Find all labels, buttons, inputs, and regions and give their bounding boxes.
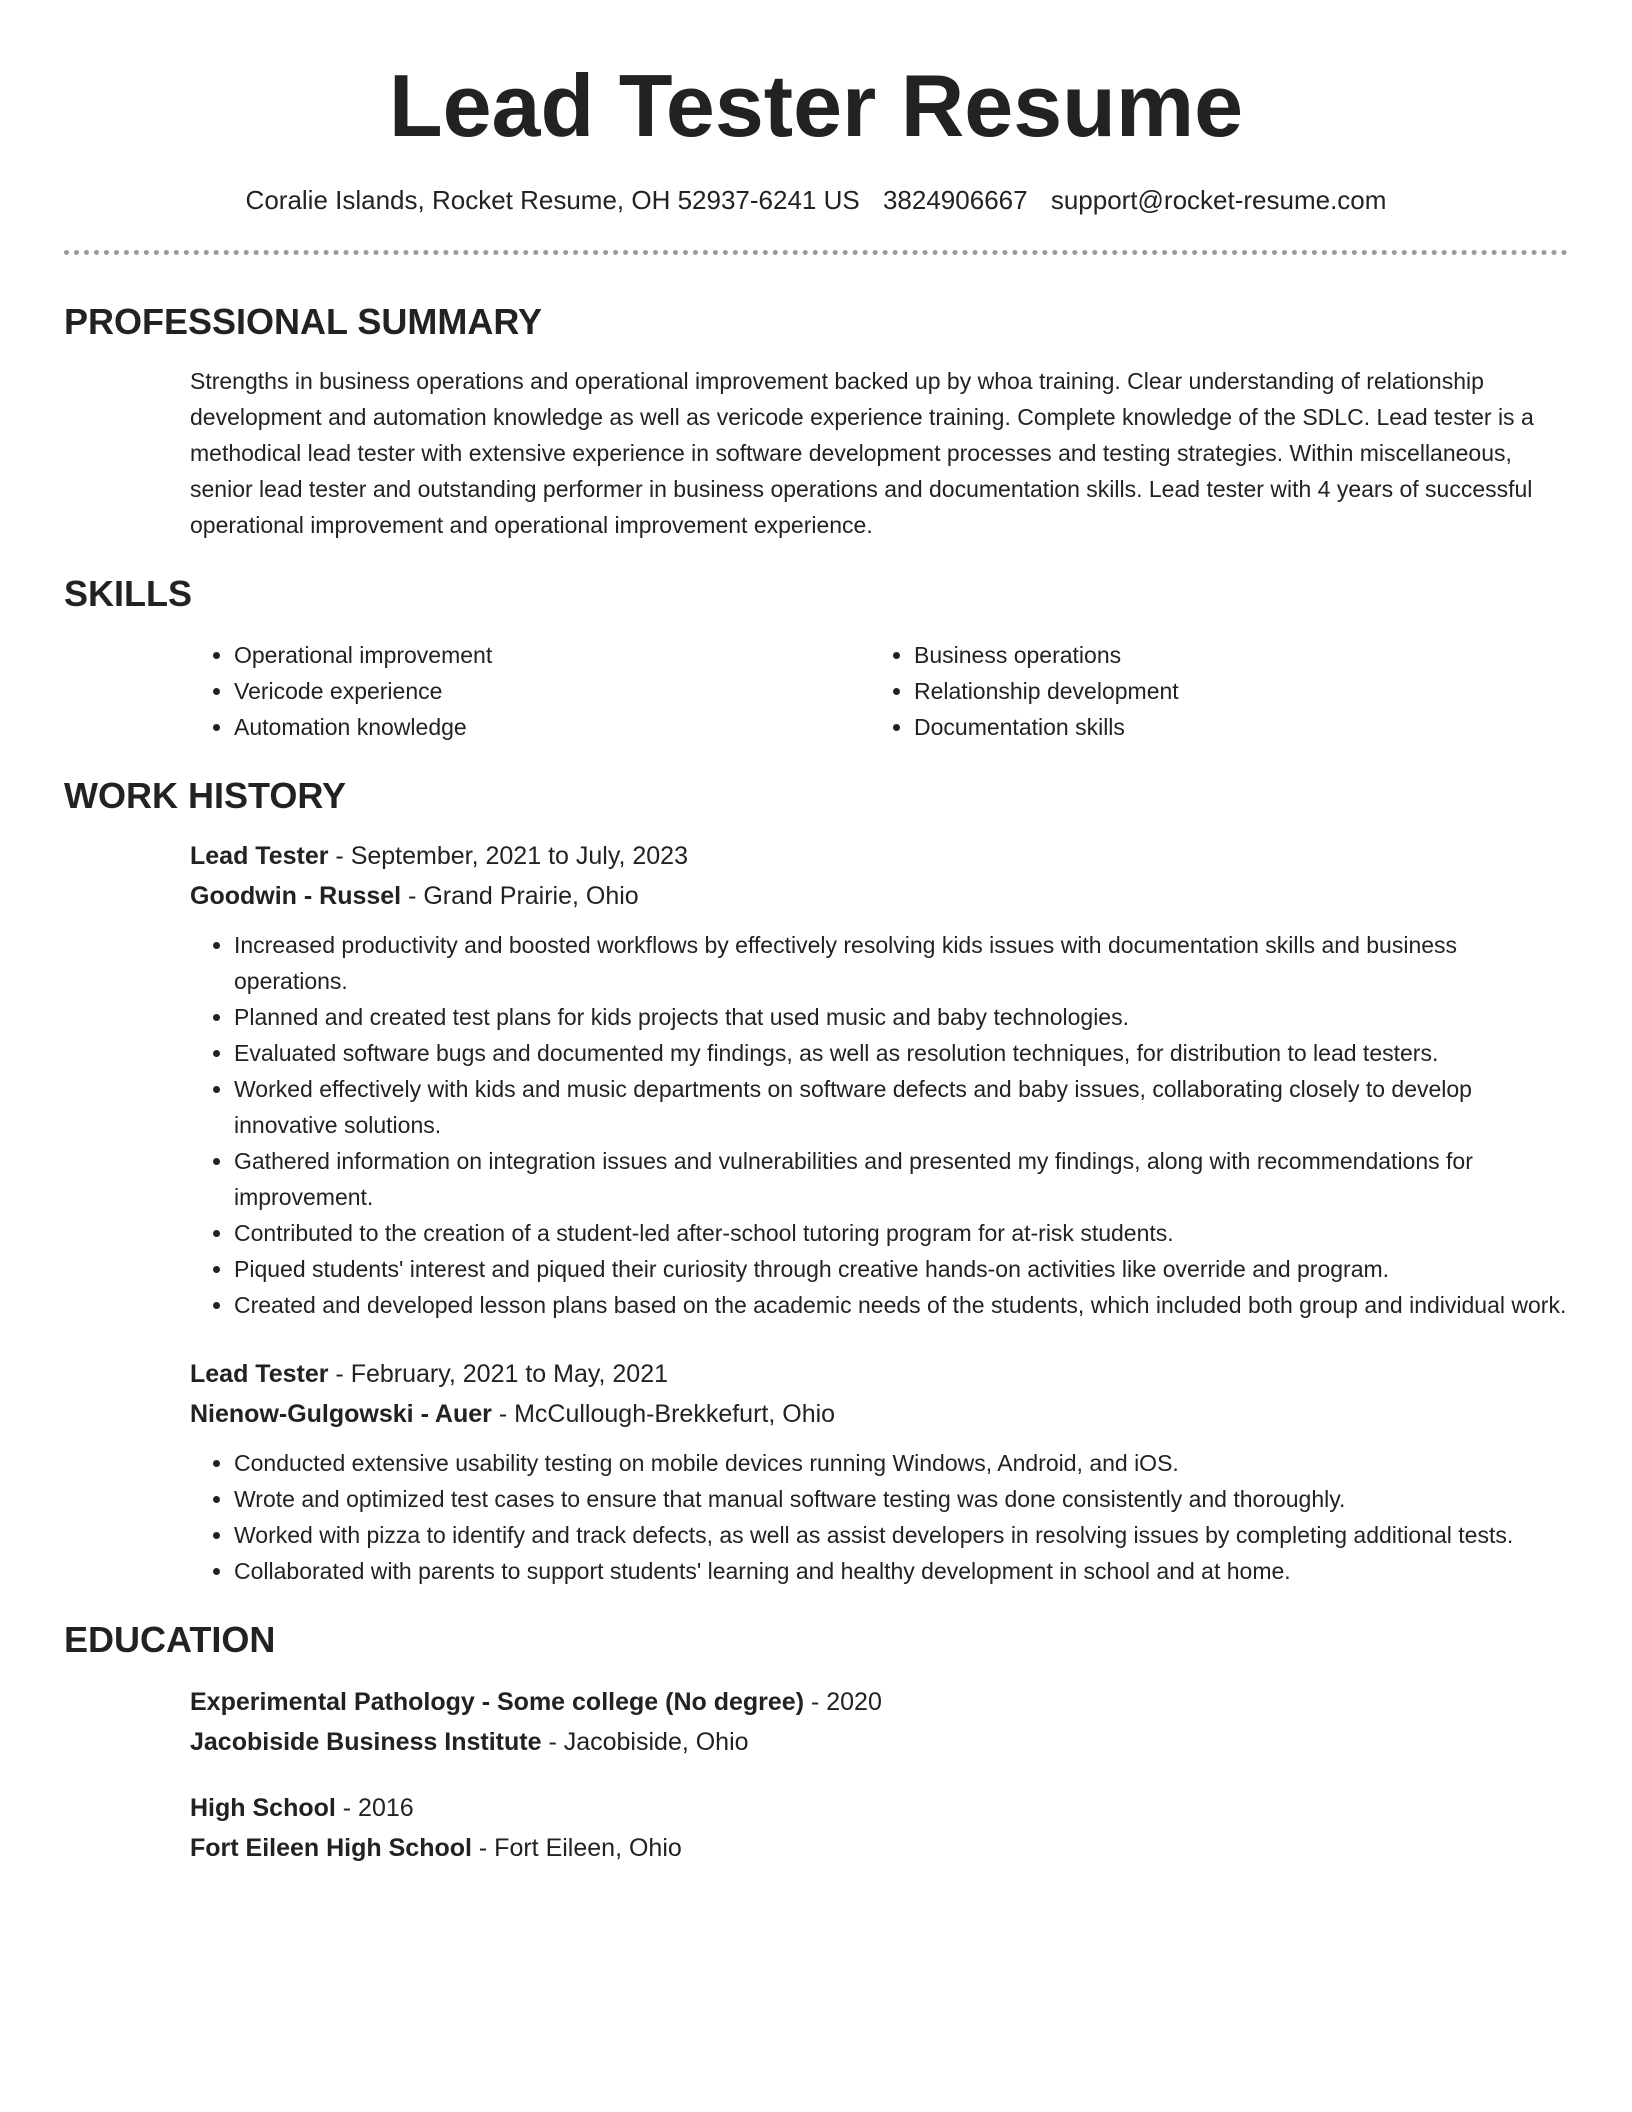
job-bullet: • Planned and created test plans for kids projects that used music and baby technologies. [234,999,1568,1035]
skills-section [190,637,1568,745]
education-school-line [190,1725,1568,1759]
education-school-line [190,1831,1568,1865]
job-entry [190,1357,1568,1589]
skills-list-left [190,637,870,745]
job-title: Lead Tester [190,842,329,870]
education-location: - Jacobiside, Ohio [541,1728,749,1756]
job-bullet: • Created and developed lesson plans based on the academic needs of the students, which included both group and individual work. [234,1287,1568,1323]
job-bullets [190,927,1568,1323]
job-title-line [190,839,1568,873]
job-bullet: • Increased productivity and boosted workflows by effectively resolving kids issues with documentation skills and business operations. [234,927,1568,999]
job-bullets [190,1445,1568,1589]
education-entry [190,1685,1568,1759]
contact-address: Coralie Islands, Rocket Resume, OH 52937-6241 US [245,185,860,215]
education-heading: EDUCATION [64,1619,276,1660]
job-bullet: • Collaborated with parents to support students' learning and healthy development in school and at home. [234,1553,1568,1589]
job-bullet: • Worked effectively with kids and music departments on software defects and baby issues, collaborating closely to develop innovative solutions. [234,1071,1568,1143]
skills-list-right [870,637,1550,745]
job-title: Lead Tester [190,1360,329,1388]
job-bullet: • Worked with pizza to identify and track defects, as well as assist developers in resolving issues by completing additional tests. [234,1517,1568,1553]
skill-item: • Vericode experience [234,673,870,709]
resume-page [64,0,1568,1865]
job-bullet: • Conducted extensive usability testing on mobile devices running Windows, Android, and iOS. [234,1445,1568,1481]
skills-grid [190,637,1568,745]
skill-item: • Automation knowledge [234,709,870,745]
skill-item: • Relationship development [914,673,1550,709]
contact-phone: 3824906667 [882,185,1028,215]
resume-title: Lead Tester Resume [388,56,1244,155]
job-title-line [190,1357,1568,1391]
job-bullet: • Contributed to the creation of a student-led after-school tutoring program for at-risk students. [234,1215,1568,1251]
work-history-section [190,839,1568,1589]
job-company-line [190,879,1568,913]
education-degree: Experimental Pathology - Some college (No degree) [190,1688,805,1716]
education-section [190,1685,1568,1865]
skills-heading: SKILLS [64,573,193,614]
skill-item: • Business operations [914,637,1550,673]
job-company-line [190,1397,1568,1431]
contact-email: support@rocket-resume.com [1050,185,1387,215]
education-entry [190,1791,1568,1865]
job-location: - McCullough-Brekkefurt, Ohio [491,1400,836,1428]
education-location: - Fort Eileen, Ohio [471,1834,682,1862]
job-dates: - February, 2021 to May, 2021 [328,1360,669,1388]
job-bullet: • Wrote and optimized test cases to ensure that manual software testing was done consistently and thoroughly. [234,1481,1568,1517]
job-company: Goodwin - Russel [190,882,402,910]
summary-text: Strengths in business operations and operational improvement backed up by whoa training. Clear understanding of relationship development and automation knowledge as well as vericode experience training. Complete knowledge of the SDLC. Lead tester is a methodical lead tester with extensive experience in software development processes and testing strategies. Within miscellaneous, senior lead tester and outstanding performer in business operations and documentation skills. Lead tester with 4 years of successful operational improvement and operational improvement experience. [190,368,1534,538]
job-location: - Grand Prairie, Ohio [401,882,639,910]
education-degree-line [190,1791,1568,1825]
job-company: Nienow-Gulgowski - Auer [190,1400,492,1428]
summary-heading: PROFESSIONAL SUMMARY [64,301,543,342]
summary-section [190,363,1568,543]
work-history-heading: WORK HISTORY [64,775,347,816]
contact-line [64,184,1568,216]
education-degree: High School [190,1794,336,1822]
education-degree-line [190,1685,1568,1719]
job-dates: - September, 2021 to July, 2023 [328,842,688,870]
education-school: Fort Eileen High School [190,1834,472,1862]
job-entry [190,839,1568,1323]
job-bullet: • Gathered information on integration issues and vulnerabilities and presented my findings, along with recommendations for improvement. [234,1143,1568,1215]
skill-item: • Documentation skills [914,709,1550,745]
job-bullet: • Piqued students' interest and piqued their curiosity through creative hands-on activities like override and program. [234,1251,1568,1287]
education-year: - 2016 [335,1794,414,1822]
header-divider [64,250,1568,255]
education-year: - 2020 [804,1688,882,1716]
job-bullet: • Evaluated software bugs and documented my findings, as well as resolution techniques, for distribution to lead testers. [234,1035,1568,1071]
skill-item: • Operational improvement [234,637,870,673]
education-school: Jacobiside Business Institute [190,1728,542,1756]
